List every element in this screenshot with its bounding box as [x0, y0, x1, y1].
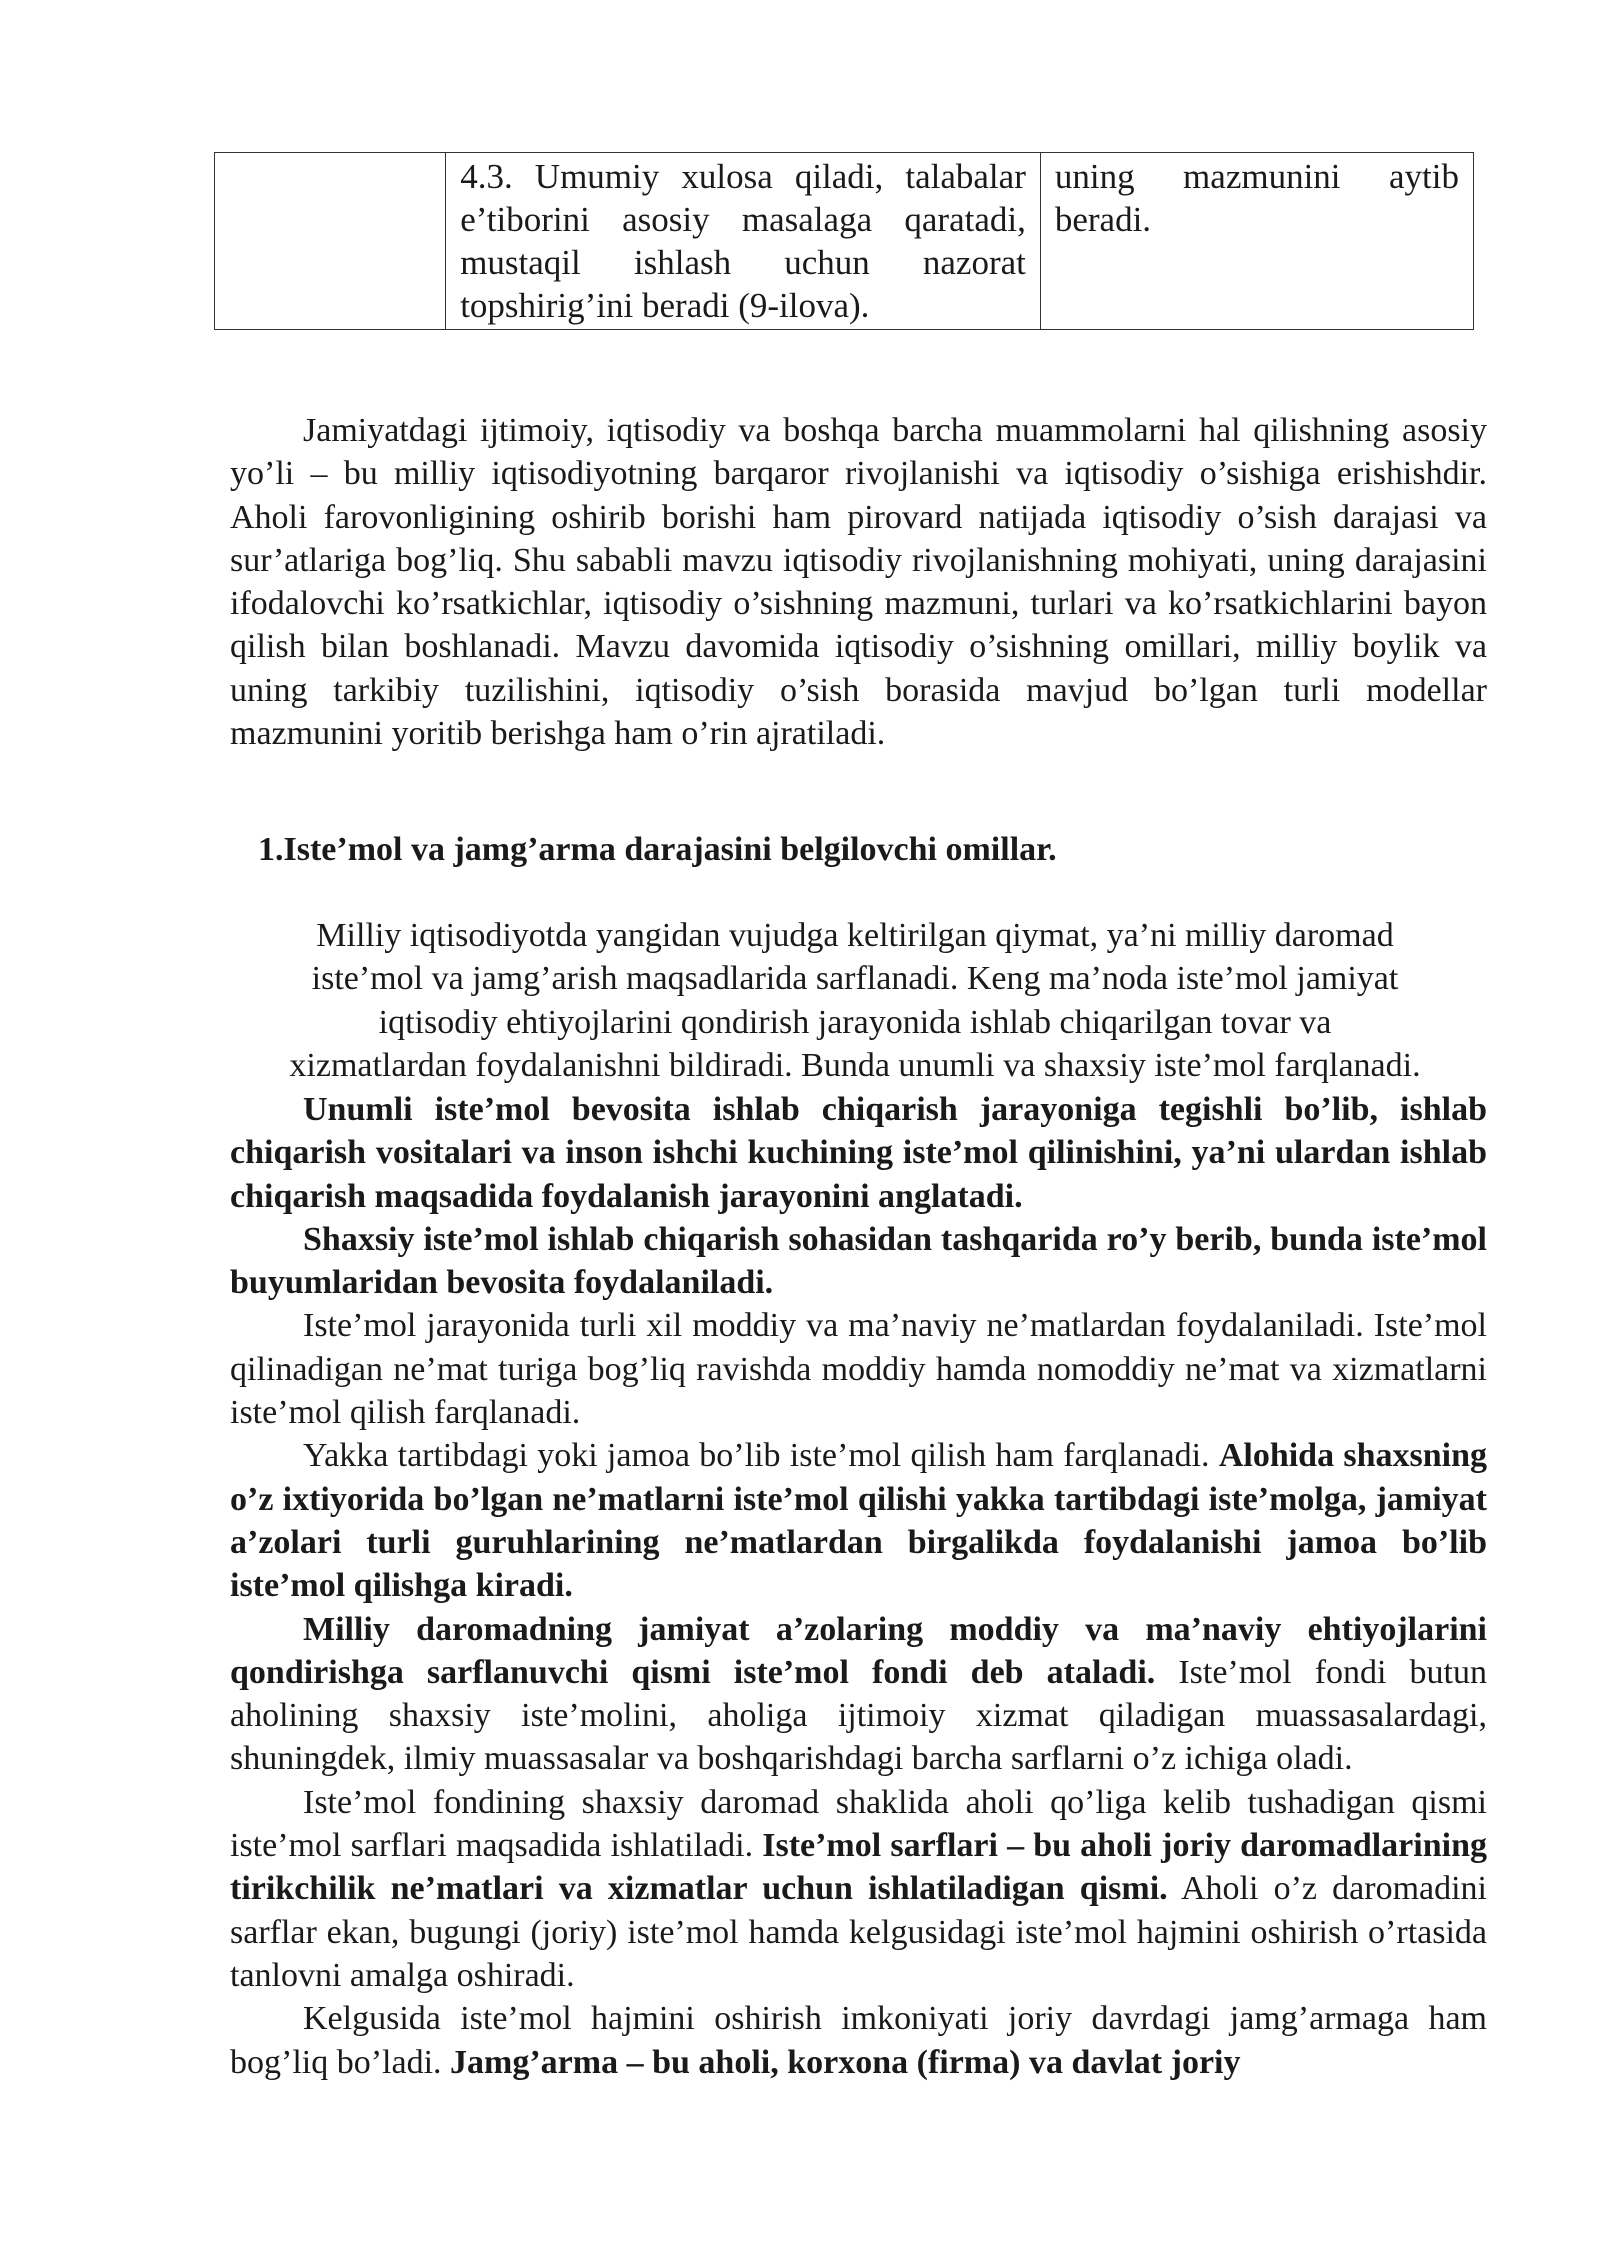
centered-paragraph — [200, 914, 1510, 1087]
bold-run: Jamg’arma – bu aholi, korxona (firma) va davlat joriy — [450, 2043, 1241, 2081]
paragraph-consumption-expenses — [230, 1781, 1487, 1997]
paragraph-individual-collective — [230, 1434, 1487, 1607]
table-cell-student-activity: uning mazmunini aytib beradi. — [1040, 153, 1473, 330]
main-text — [230, 1088, 1487, 2084]
text-run: Aholi o’z daromadini sarflar ekan, bugungi (joriy) iste’mol hamda kelgusidagi iste’mol hajmini oshirish o’rtasida tanlovni amalga oshiradi. — [230, 1870, 1487, 1994]
table-row — [215, 153, 1474, 330]
paragraph-savings — [230, 1997, 1487, 2084]
bold-run: Milliy daromadning jamiyat a’zolaring moddiy va ma’naviy ehtiyojlarini qondirishga sarflanuvchi qismi iste’mol fondi deb ataladi. — [230, 1610, 1487, 1691]
bold-run: Alohida shaxsning o’z ixtiyorida bo’lgan ne’matlarni iste’mol qilishi yakka tartibdagi iste’molga, jamiyat a’zolari turli guruhlarining ne’matlardan birgalikda foydalanishi jamoa bo’lib iste’mol qilishga kiradi. — [230, 1437, 1488, 1605]
text-run: Iste’mol fondi butun aholining shaxsiy iste’molini, aholiga ijtimoiy xizmat qiladigan muassasalardagi, shuningdek, ilmiy muassasalar va boshqarishdagi barcha sarflarni o’z ichiga oladi. — [230, 1653, 1487, 1778]
paragraph-material-goods: Iste’mol jarayonida turli xil moddiy va ma’naviy ne’matlardan foydalaniladi. Iste’mol qilinadigan ne’mat turiga bog’liq ravishda moddiy hamda nomoddiy ne’mat va xizmatlarni iste’mol qilish farqlanadi. — [230, 1307, 1487, 1432]
intro-paragraph: Jamiyatdagi ijtimoiy, iqtisodiy va boshqa barcha muammolarni hal qilishning asosiy yo’li – bu milliy iqtisodiyotning barqaror rivojlanishi va iqtisodiy o’sishiga erishishdir. Aholi farovonligining oshirib borishi ham pirovard natijada iqtisodiy o’sish darajasi va sur’atlariga bog’liq. Shu sababli mavzu iqtisodiy rivojlanishning mohiyati, uning darajasini ifodalovchi ko’rsatkichlar, iqtisodiy o’sishning mazmuni, turlari va ko’rsatkichlarini bayon qilish bilan boshlanadi. Mavzu davomida iqtisodiy o’sishning omillari, milliy boylik va uning tarkibiy tuzilishini, iqtisodiy o’sish borasida mavjud bo’lgan turli modellar mazmunini yoritib berishga ham o’rin ajratiladi. — [230, 412, 1487, 753]
table-cell-teacher-activity: 4.3. Umumiy xulosa qiladi, talabalar e’tiborini asosiy masalaga qaratadi, mustaqil ishlash uchun nazorat topshirig’ini beradi (9-ilova). — [446, 153, 1041, 330]
centered-line: xizmatlardan foydalanishni bildiradi. Bunda unumli va shaxsiy iste’mol farqlanadi. — [289, 1046, 1421, 1084]
bold-run: Iste’mol sarflari – bu aholi joriy daromadlarining tirikchilik ne’matlari va xizmatlar uchun ishlatiladigan qismi. — [230, 1827, 1487, 1908]
paragraph-personal-consumption: Shaxsiy iste’mol ishlab chiqarish sohasidan tashqarida ro’y berib, bunda iste’mol buyumlaridan bevosita foydalaniladi. — [230, 1220, 1487, 1302]
text-run: Iste’mol fondining shaxsiy daromad shaklida aholi qo’liga kelib tushadigan qismi iste’mol sarflari maqsadida ishlatiladi. — [230, 1783, 1487, 1865]
text-run: Kelgusida iste’mol hajmini oshirish imkoniyati joriy davrdagi jamg’armaga ham bog’liq bo’ladi. — [230, 2000, 1487, 2081]
table-cell-stage — [215, 153, 446, 330]
paragraph-consumption-fund — [230, 1608, 1487, 1781]
section-heading: 1.Iste’mol va jamg’arma darajasini belgilovchi omillar. — [258, 831, 1057, 868]
intro-section — [230, 409, 1487, 755]
lesson-plan-table — [214, 152, 1474, 330]
centered-line: iste’mol va jamg’arish maqsadlarida sarflanadi. Keng ma’noda iste’mol jamiyat — [311, 960, 1399, 998]
text-run: Yakka tartibdagi yoki jamoa bo’lib iste’mol qilish ham farqlanadi. — [303, 1437, 1210, 1475]
centered-line: iqtisodiy ehtiyojlarini qondirish jarayonida ishlab chiqarilgan tovar va — [378, 1003, 1332, 1041]
centered-line: Milliy iqtisodiyotda yangidan vujudga keltirilgan qiymat, ya’ni milliy daromad — [316, 917, 1394, 954]
paragraph-productive-consumption: Unumli iste’mol bevosita ishlab chiqarish jarayoniga tegishli bo’lib, ishlab chiqarish vositalari va inson ishchi kuchining iste’mol qilinishini, ya’ni ulardan ishlab chiqarish maqsadida foydalanish jarayonini anglatadi. — [230, 1091, 1487, 1215]
